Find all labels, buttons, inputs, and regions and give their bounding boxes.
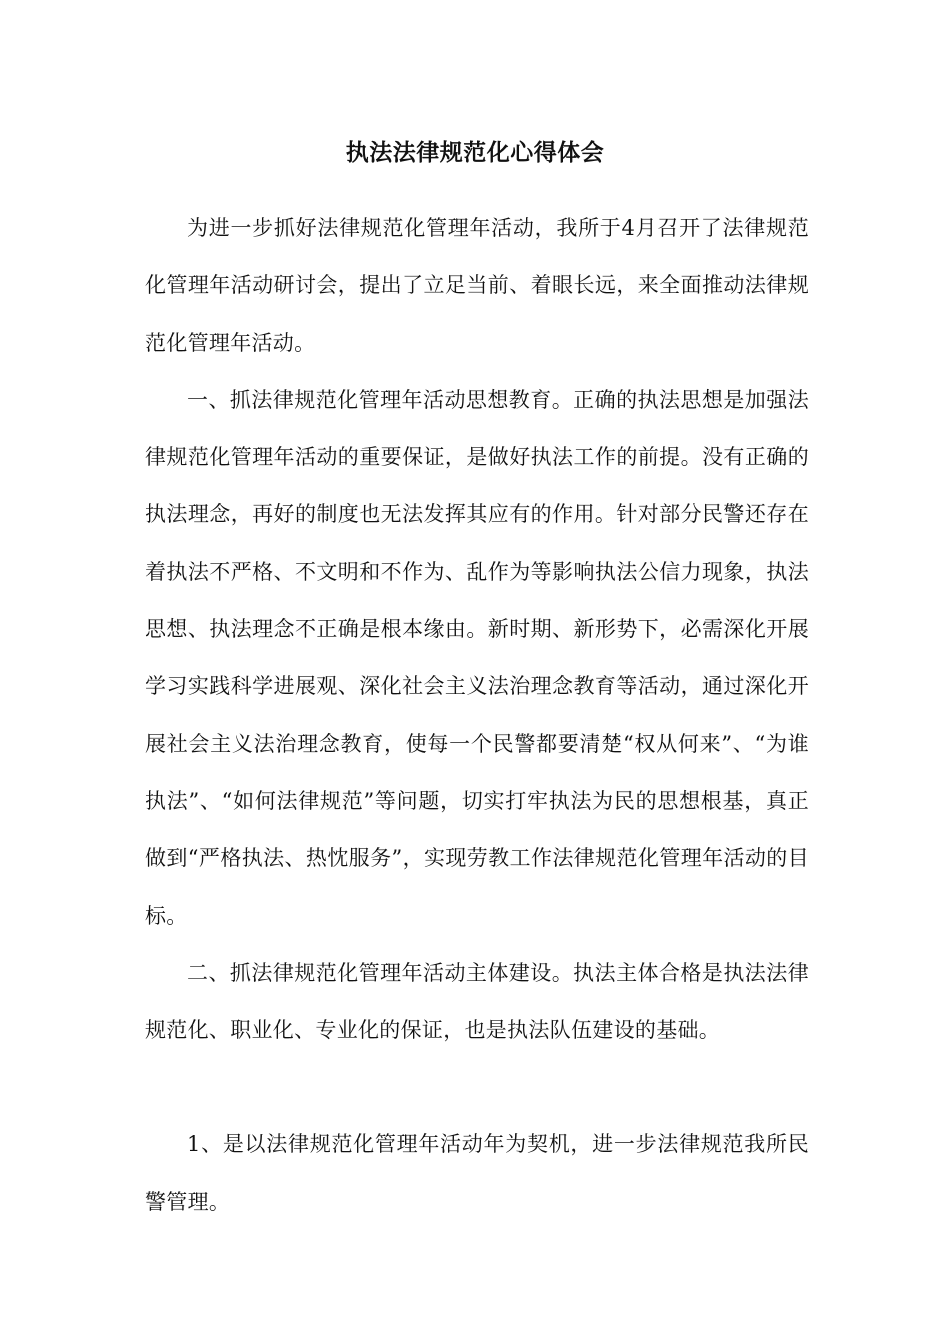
paragraph-item-one: 1、是以法律规范化管理年活动年为契机，进一步法律规范我所民警管理。 (145, 1132, 809, 1214)
paragraph-section-two: 二、抓法律规范化管理年活动主体建设。执法主体合格是执法法律规范化、职业化、专业化的保证，也是执法队伍建设的基础。 (145, 960, 809, 1043)
document-title: 执法法律规范化心得体会 (345, 139, 605, 166)
document-body (145, 200, 809, 1231)
paragraph-section-one: 一、抓法律规范化管理年活动思想教育。正确的执法思想是加强法律规范化管理年活动的重要保证，是做好执法工作的前提。没有正确的执法理念，再好的制度也无法发挥其应有的作用。针对部分民警还存在着执法不严格、不文明和不作为、乱作为等影响执法公信力现象，执法思想、执法理念不正确是根本缘由。新时期、新形势下，必需深化开展学习实践科学进展观、深化社会主义法治理念教育等活动，通过深化开展社会主义法治理念教育，使每一个民警都要清楚“权从何来”、“为谁执法”、“如何法律规范”等问题，切实打牢执法为民的思想根基，真正做到“严格执法、热忱服务”，实现劳教工作法律规范化管理年活动的目标。 (145, 387, 809, 928)
paragraph-gap (145, 1059, 809, 1116)
paragraph-intro: 为进一步抓好法律规范化管理年活动，我所于4月召开了法律规范化管理年活动研讨会，提出了立足当前、着眼长远，来全面推动法律规范化管理年活动。 (145, 216, 809, 355)
